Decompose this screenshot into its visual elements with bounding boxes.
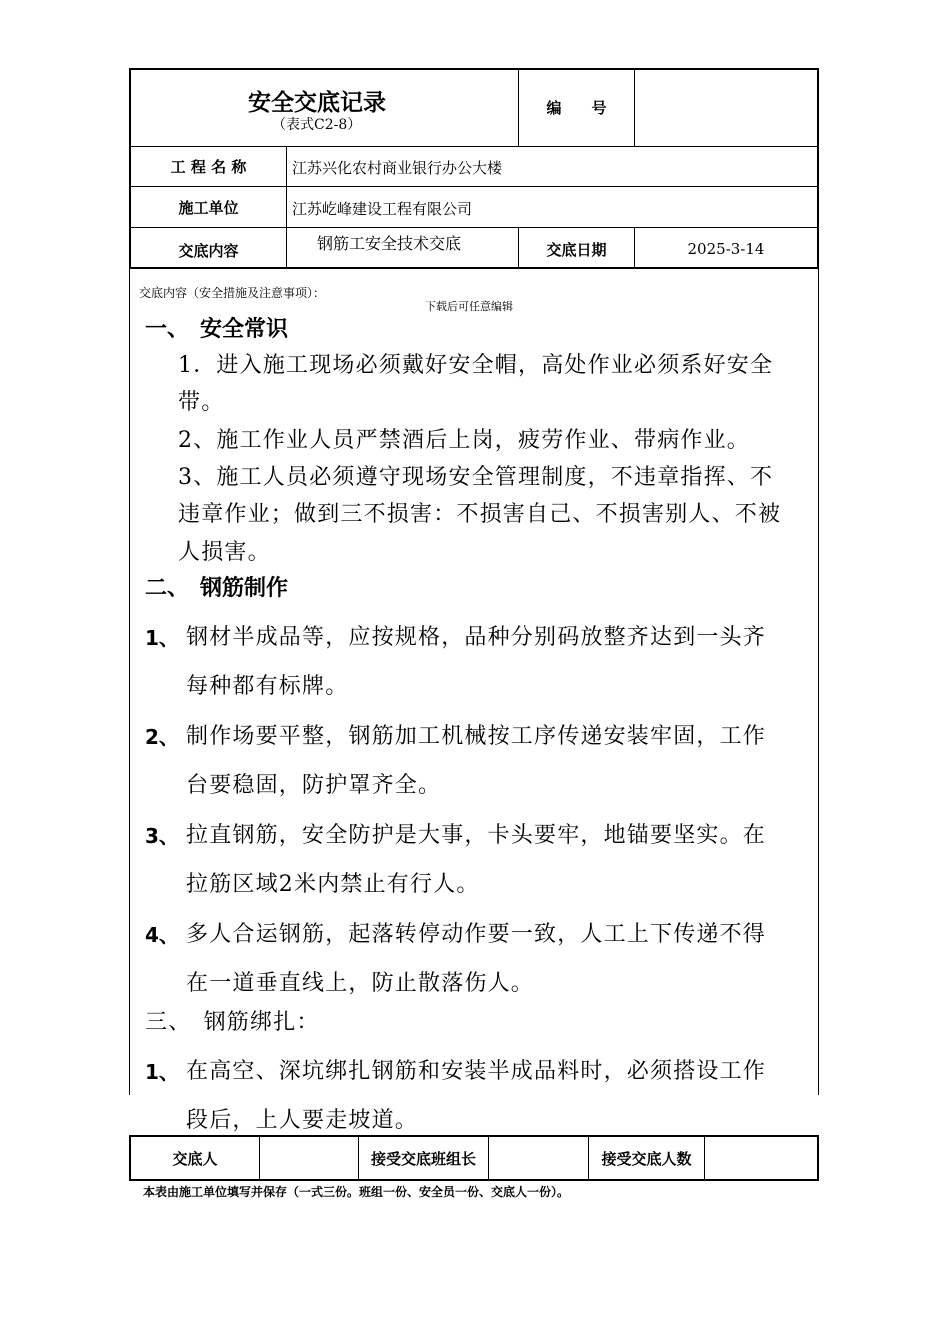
download-watermark: 下载后可任意编辑 bbox=[425, 300, 513, 313]
item-number: 1、 bbox=[145, 626, 179, 650]
content-value[interactable]: 钢筋工安全技术交底 bbox=[317, 234, 462, 253]
section-heading: 二、 钢筋制作 bbox=[145, 576, 289, 601]
body-right-border bbox=[818, 269, 819, 1095]
item-number: 4、 bbox=[145, 923, 179, 947]
body-left-border bbox=[129, 269, 130, 1095]
content-label: 交底内容 bbox=[178, 242, 239, 260]
body-line: 2、施工作业人员严禁酒后上岗，疲劳作业、带病作业。 bbox=[178, 428, 750, 453]
number-label: 编 号 bbox=[546, 99, 607, 117]
item-line: 拉直钢筋，安全防护是大事，卡头要牢，地锚要坚实。在 bbox=[186, 823, 767, 848]
section-heading: 一、 安全常识 bbox=[145, 317, 289, 342]
form-title: 安全交底记录 bbox=[248, 90, 386, 116]
row-divider bbox=[129, 227, 819, 228]
item-number: 2、 bbox=[145, 725, 179, 749]
contractor-value[interactable]: 江苏屹峰建设工程有限公司 bbox=[292, 200, 473, 218]
item-line: 拉筋区域2米内禁止有行人。 bbox=[186, 872, 480, 897]
leader-label: 接受交底班组长 bbox=[370, 1149, 476, 1168]
form-code: （表式C2-8） bbox=[272, 117, 362, 133]
item-line: 多人合运钢筋，起落转停动作要一致，人工上下传递不得 bbox=[186, 922, 767, 947]
item-line: 制作场要平整，钢筋加工机械按工序传递安装牢固，工作 bbox=[186, 724, 767, 749]
giver-label: 交底人 bbox=[172, 1149, 218, 1168]
item-line: 在一道垂直线上，防止散落伤人。 bbox=[186, 971, 535, 996]
number-value[interactable] bbox=[635, 69, 817, 146]
body-line: 带。 bbox=[178, 390, 225, 415]
body-line: 1．进入施工现场必须戴好安全帽，高处作业必须系好安全 bbox=[178, 353, 774, 378]
body-line: 人损害。 bbox=[178, 540, 271, 565]
item-line: 在高空、深坑绑扎钢筋和安装半成品料时，必须搭设工作 bbox=[186, 1059, 767, 1084]
project-name-value[interactable]: 江苏兴化农村商业银行办公大楼 bbox=[292, 159, 503, 177]
count-label: 接受交底人数 bbox=[601, 1149, 692, 1168]
project-name-label: 工 程 名 称 bbox=[170, 158, 247, 176]
leader-value[interactable] bbox=[489, 1137, 588, 1179]
section-heading: 三、 钢筋绑扎： bbox=[145, 1010, 320, 1035]
contractor-label: 施工单位 bbox=[178, 198, 239, 217]
item-number: 3、 bbox=[145, 824, 179, 848]
date-value[interactable]: 2025-3-14 bbox=[687, 240, 765, 258]
footer-note: 本表由施工单位填写并保存（一式三份。班组一份、安全员一份、交底人一份）。 bbox=[143, 1185, 570, 1199]
item-line: 段后，上人要走坡道。 bbox=[186, 1108, 419, 1133]
col-divider bbox=[286, 146, 287, 269]
giver-value[interactable] bbox=[260, 1137, 358, 1179]
item-line: 台要稳固，防护罩齐全。 bbox=[186, 773, 442, 798]
body-intro: 交底内容（安全措施及注意事项）： bbox=[139, 286, 326, 300]
body-line: 3、施工人员必须遵守现场安全管理制度，不违章指挥、不 bbox=[178, 465, 774, 490]
item-line: 钢材半成品等，应按规格，品种分别码放整齐达到一头齐 bbox=[186, 625, 767, 650]
count-value[interactable] bbox=[705, 1137, 817, 1179]
item-line: 每种都有标牌。 bbox=[186, 674, 349, 699]
date-label: 交底日期 bbox=[546, 240, 607, 259]
item-number: 1、 bbox=[145, 1060, 179, 1084]
body-line: 违章作业；做到三不损害：不损害自己、不损害别人、不被 bbox=[178, 502, 782, 527]
